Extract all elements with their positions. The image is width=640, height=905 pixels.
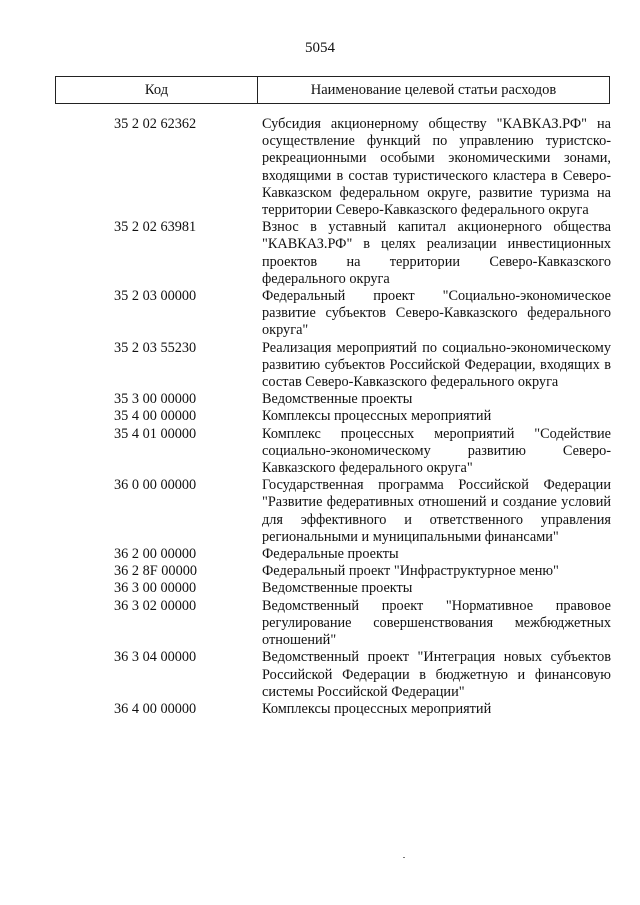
row-name: Комплексы процессных мероприятий xyxy=(262,408,492,425)
row-name: Комплексы процессных мероприятий xyxy=(262,700,492,717)
table-row xyxy=(0,426,640,478)
row-name: Субсидия акционерному обществу "КАВКАЗ.РФ" на осуществление функций по управлению туристско-рекреационными особыми экономическими зонами, входящими в состав туристического кластера в Северо-Кавказском федеральном округе, развитие туризма на территории Северо-Кавказского федерального округа xyxy=(262,116,611,219)
table-row xyxy=(0,391,640,408)
row-code: 36 2 8F 00000 xyxy=(114,563,198,580)
row-code: 35 2 02 63981 xyxy=(114,219,197,236)
row-code: 36 3 04 00000 xyxy=(114,649,197,666)
name-column-header: Наименование целевой статьи расходов xyxy=(310,81,557,98)
row-name: Государственная программа Российской Федерации "Развитие федеративных отношений и создание условий для эффективного и ответственного управления региональными и муниципальными финансами" xyxy=(262,477,611,545)
scan-speck xyxy=(403,857,405,858)
table-row xyxy=(0,598,640,650)
table-row xyxy=(0,340,640,392)
table-header xyxy=(55,76,610,104)
table-row xyxy=(0,563,640,580)
table-row xyxy=(0,701,640,718)
table-row xyxy=(0,580,640,597)
row-code: 35 2 03 55230 xyxy=(114,339,197,356)
table-row xyxy=(0,546,640,563)
row-name: Ведомственные проекты xyxy=(262,580,413,597)
row-code: 35 4 01 00000 xyxy=(114,425,197,442)
row-name: Федеральный проект "Инфраструктурное меню" xyxy=(262,563,559,580)
row-code: 35 2 03 00000 xyxy=(114,288,197,305)
row-name: Ведомственный проект "Интеграция новых субъектов Российской Федерации в бюджетную и финансовую системы Российской Федерации" xyxy=(262,649,611,700)
row-name: Федеральный проект "Социально-экономическое развитие субъектов Северо-Кавказского федерального округа" xyxy=(262,288,611,339)
code-column-header: Код xyxy=(56,77,258,103)
row-name: Комплекс процессных мероприятий "Содействие социально-экономическому развитию Северо-Кавказского федерального округа" xyxy=(262,425,611,477)
row-name: Федеральные проекты xyxy=(262,546,399,563)
budget-items-list xyxy=(0,116,640,718)
table-row xyxy=(0,116,640,219)
row-code: 36 3 00 00000 xyxy=(114,580,197,597)
table-row xyxy=(0,288,640,340)
row-code: 36 0 00 00000 xyxy=(114,477,197,494)
row-code: 35 4 00 00000 xyxy=(114,408,197,425)
row-name: Ведомственный проект "Нормативное правовое регулирование совершенствования межбюджетных отношений" xyxy=(262,597,611,649)
row-code: 35 2 02 62362 xyxy=(114,116,197,132)
row-name: Реализация мероприятий по социально-экономическому развитию субъектов Российской Федерации, входящих в состав Северо-Кавказского федерального округа xyxy=(262,339,611,391)
table-row xyxy=(0,219,640,288)
row-code: 36 2 00 00000 xyxy=(114,546,197,563)
row-code: 36 3 02 00000 xyxy=(114,597,197,614)
row-name: Взнос в уставный капитал акционерного общества "КАВКАЗ.РФ" в целях реализации инвестиционных проектов на территории Северо-Кавказского федерального округа xyxy=(262,219,611,287)
table-row xyxy=(0,649,640,701)
row-code: 35 3 00 00000 xyxy=(114,391,197,408)
row-code: 36 4 00 00000 xyxy=(114,700,197,717)
table-row xyxy=(0,477,640,546)
page-number: 5054 xyxy=(305,40,335,56)
row-name: Ведомственные проекты xyxy=(262,391,413,408)
table-row xyxy=(0,408,640,425)
